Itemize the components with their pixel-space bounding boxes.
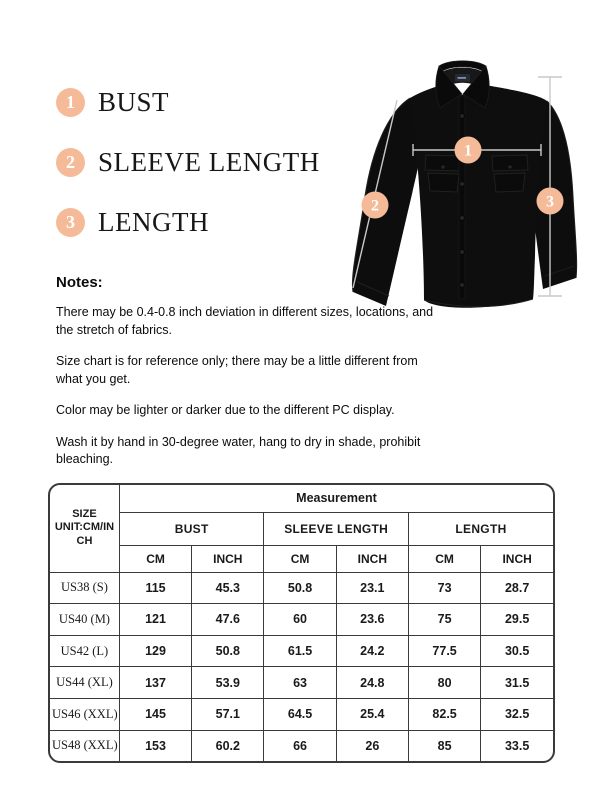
notes-section — [56, 274, 434, 483]
cell-value: 31.5 — [481, 667, 553, 699]
table-row-us42 — [50, 635, 553, 667]
size-chart-table — [50, 485, 553, 761]
cell-value: 129 — [119, 635, 191, 667]
cell-value: 145 — [119, 699, 191, 731]
legend-label-length: LENGTH — [98, 206, 209, 237]
col-group-sleeve-length: SLEEVE LENGTH — [264, 512, 409, 545]
table-row-us38 — [50, 572, 553, 604]
cell-value: 85 — [408, 730, 480, 761]
cell-value: 50.8 — [264, 572, 336, 604]
cell-value: 29.5 — [481, 604, 553, 636]
cell-value: 82.5 — [408, 699, 480, 731]
cell-value: 60.2 — [192, 730, 264, 761]
table-row-us48 — [50, 730, 553, 761]
marker-number-sleeve: 2 — [371, 197, 379, 215]
size-label: US42 (L) — [50, 635, 119, 667]
table-row-us40 — [50, 604, 553, 636]
marker-number-length: 3 — [546, 193, 554, 211]
cell-value: 137 — [119, 667, 191, 699]
legend-number: 2 — [66, 152, 75, 172]
cell-value: 80 — [408, 667, 480, 699]
cell-value: 24.2 — [336, 635, 408, 667]
unit-header: INCH — [336, 545, 408, 572]
cell-value: 25.4 — [336, 699, 408, 731]
measurement-header: Measurement — [119, 485, 553, 512]
notes-heading: Notes: — [56, 274, 103, 291]
col-group-length: LENGTH — [408, 512, 553, 545]
note-wash: Wash it by hand in 30-degree water, hang to dry in shade, prohibit bleaching. — [56, 434, 421, 466]
cell-value: 32.5 — [481, 699, 553, 731]
legend-item-length — [56, 207, 320, 237]
marker-number-bust: 1 — [464, 142, 472, 160]
legend-number: 3 — [66, 212, 75, 232]
size-label: US38 (S) — [50, 572, 119, 604]
cell-value: 63 — [264, 667, 336, 699]
cell-value: 23.1 — [336, 572, 408, 604]
cell-value: 61.5 — [264, 635, 336, 667]
size-label: US44 (XL) — [50, 667, 119, 699]
legend-number-badge-1 — [56, 88, 85, 117]
unit-header: CM — [264, 545, 336, 572]
cell-value: 57.1 — [192, 699, 264, 731]
cell-value: 24.8 — [336, 667, 408, 699]
cell-value: 66 — [264, 730, 336, 761]
cell-value: 30.5 — [481, 635, 553, 667]
button-placket — [459, 96, 465, 299]
legend-label-sleeve-length: SLEEVE LENGTH — [98, 146, 320, 177]
cell-value: 64.5 — [264, 699, 336, 731]
cell-value: 45.3 — [192, 572, 264, 604]
legend-number-badge-2 — [56, 148, 85, 177]
table-row-us46 — [50, 699, 553, 731]
note-deviation: There may be 0.4-0.8 inch deviation in different sizes, locations, and the stretch of fabrics. — [56, 305, 434, 337]
size-label: US46 (XXL) — [50, 699, 119, 731]
unit-header: INCH — [192, 545, 264, 572]
cell-value: 77.5 — [408, 635, 480, 667]
jacket-illustration — [352, 61, 576, 308]
table-row-us44 — [50, 667, 553, 699]
cell-value: 26 — [336, 730, 408, 761]
legend-label-bust: BUST — [98, 86, 170, 117]
cell-value: 73 — [408, 572, 480, 604]
legend-item-sleeve-length — [56, 147, 320, 177]
cell-value: 153 — [119, 730, 191, 761]
size-chart-table-container — [48, 483, 555, 763]
cell-value: 53.9 — [192, 667, 264, 699]
unit-header: CM — [119, 545, 191, 572]
col-group-bust: BUST — [119, 512, 264, 545]
unit-header: CM — [408, 545, 480, 572]
cell-value: 28.7 — [481, 572, 553, 604]
note-reference: Size chart is for reference only; there may be a little different from what you get. — [56, 354, 418, 386]
unit-header: INCH — [481, 545, 553, 572]
measurement-legend — [56, 87, 320, 267]
legend-number-badge-3 — [56, 208, 85, 237]
size-label: US40 (M) — [50, 604, 119, 636]
note-color: Color may be lighter or darker due to the different PC display. — [56, 403, 395, 417]
cell-value: 60 — [264, 604, 336, 636]
cell-value: 75 — [408, 604, 480, 636]
cell-value: 47.6 — [192, 604, 264, 636]
cell-value: 115 — [119, 572, 191, 604]
cell-value: 23.6 — [336, 604, 408, 636]
cell-value: 50.8 — [192, 635, 264, 667]
legend-number: 1 — [66, 92, 75, 112]
size-unit-header: SIZE UNIT:CM/INCH — [50, 485, 119, 572]
cell-value: 33.5 — [481, 730, 553, 761]
legend-item-bust — [56, 87, 320, 117]
cell-value: 121 — [119, 604, 191, 636]
size-label: US48 (XXL) — [50, 730, 119, 761]
